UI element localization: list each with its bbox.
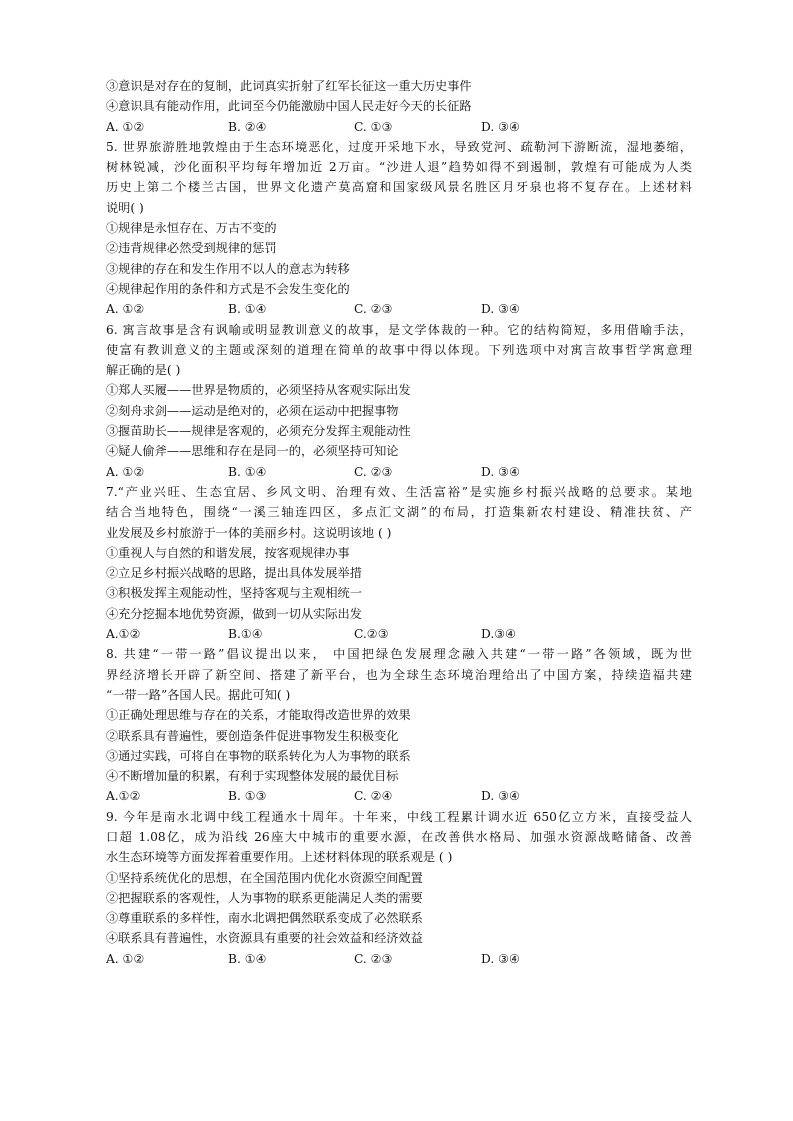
item-line: ③通过实践，可将自在事物的联系转化为人为事物的联系 [106,748,411,763]
answer-options [106,624,692,644]
question-stem-line: 5. 世界旅游胜地敦煌由于生态环境恶化，过度开采地下水，导致党河、疏勒河下游断流，湿地萎缩， [106,139,692,154]
item-line: ④意识具有能动作用，此词至今仍能激励中国人民走好今天的长征路 [106,99,472,114]
option-b: B. ①④ [228,302,267,317]
option-d: D. ③④ [481,119,520,134]
option-c: C. ①③ [354,119,393,134]
item-line: ③揠苗助长——规律是客观的，必须充分发挥主观能动性 [106,424,411,439]
item-line: ③意识是对存在的复制，此词真实折射了红军长征这一重大历史事件 [106,79,472,93]
question-stem-line: 树林锐减，沙化面积平均每年增加近 2万亩。“沙进人退”趋势如得不到遏制，敦煌有可能成为人类 [106,160,692,175]
item-line: ①规律是永恒存在、万古不变的 [106,221,277,236]
item-line: ①重视人与自然的和谐发展，按客观规律办事 [106,545,350,560]
question-stem-line: 说明( ) [106,200,144,215]
question-stem-line: 口超 1.08亿，成为沿线 26座大中城市的重要水源，在改善供水格局、加强水资源战略储备、改善 [106,829,692,844]
option-c: C. ②③ [354,951,393,966]
item-line: ①正确处理思维与存在的关系，才能取得改造世界的效果 [106,708,411,723]
question-9 [106,807,692,969]
option-a: A. ①② [106,119,145,134]
question-stem-line: 界经济增长开辟了新空间、搭建了新平台，也为全球生态环境治理给出了中国方案，持续造福共建 [106,667,692,682]
option-b: B. ②④ [228,119,267,134]
item-line: ②立足乡村振兴战略的思路，提出具体发展举措 [106,566,362,581]
item-line: ④充分挖掘本地优势资源，做到一切从实际出发 [106,606,362,621]
option-b: B. ①③ [228,789,267,804]
answer-options [106,786,692,806]
item-line: ②违背规律必然受到规律的惩罚 [106,241,277,256]
option-c: C. ②④ [354,789,393,804]
option-a: A. ①② [106,951,145,966]
option-c: C. ②③ [354,302,393,317]
item-line: ②联系具有普遍性，要创造条件促进事物发生积极变化 [106,728,399,743]
question-7 [106,482,692,644]
item-line: ③尊重联系的多样性，南水北调把偶然联系变成了必然联系 [106,911,423,926]
item-line: ④疑人偷斧——思维和存在是同一的，必须坚持可知论 [106,444,399,459]
item-line: ③规律的存在和发生作用不以人的意志为转移 [106,261,350,276]
option-d: D. ③④ [481,951,520,966]
option-a: A. ①② [106,464,145,479]
option-b: B. ①④ [228,464,267,479]
option-d: D.③④ [481,627,517,642]
answer-options [106,299,692,319]
question-stem-line: “一带一路”各国人民。据此可知( ) [106,687,291,702]
item-line: ③积极发挥主观能动性，坚持客观与主观相统一 [106,586,362,601]
option-d: D. ③④ [481,464,520,479]
answer-options [106,117,692,137]
question-stem-line: 水生态环境等方面发挥着重要作用。上述材料体现的联系观是 ( ) [106,850,453,865]
question-stem-line: 7.“产业兴旺、生态宜居、乡风文明、治理有效、生活富裕”是实施乡村振兴战略的总要求。某地 [106,484,692,499]
question-stem-line: 业发展及乡村旅游于一体的美丽乡村。这说明该地 ( ) [106,525,392,540]
question-stem-line: 历史上第二个楼兰古国，世界文化遗产莫高窟和国家级风景名胜区月牙泉也将不复存在。上述材料 [106,180,692,195]
option-d: D. ③④ [481,789,520,804]
question-stem-line: 9. 今年是南水北调中线工程通水十周年。十年来，中线工程累计调水近 650亿立方米，直接受益人 [106,809,692,824]
option-b: B. ①④ [228,951,267,966]
option-b: B.①④ [228,627,263,642]
page-content [106,76,692,969]
item-line: ④不断增加量的积累，有利于实现整体发展的最优目标 [106,769,399,784]
item-line: ①郑人买履——世界是物质的，必须坚持从客观实际出发 [106,383,411,398]
option-a: A. ①② [106,302,145,317]
question-stem-line: 8. 共建“一带一路”倡议提出以来， 中国把绿色发展理念融入共建“一带一路”各领域，既为世 [106,647,692,662]
item-line: ②刻舟求剑——运动是绝对的，必须在运动中把握事物 [106,403,399,418]
question-stem-line: 解正确的是( ) [106,363,181,378]
question-stem-line: 使富有教训意义的主题或深刻的道理在简单的故事中得以体现。下列选项中对寓言故事哲学寓意理 [106,342,692,357]
answer-options [106,462,692,482]
option-a: A.①② [106,627,141,642]
item-line: ④规律起作用的条件和方式是不会发生变化的 [106,281,350,296]
question-5 [106,137,692,320]
option-c: C. ②③ [354,464,393,479]
item-line: ②把握联系的客观性，人为事物的联系更能满足人类的需要 [106,890,423,905]
question-8 [106,644,692,806]
item-line: ④联系具有普遍性，水资源具有重要的社会效益和经济效益 [106,931,423,946]
question-stem-line: 6. 寓言故事是含有讽喻或明显教训意义的故事，是文学体裁的一种。它的结构简短，多用借喻手法， [106,322,692,337]
question-6 [106,320,692,482]
answer-options [106,949,692,969]
question-stem-line: 结合当地特色，围绕“一溪三轴连四区，多点汇文湖”的布局，打造集新农村建设、精准扶贫、产 [106,505,692,520]
item-line: ①坚持系统优化的思想，在全国范围内优化水资源空间配置 [106,870,423,885]
option-a: A.①② [106,789,141,804]
option-c: C.②③ [354,627,389,642]
option-d: D. ③④ [481,302,520,317]
